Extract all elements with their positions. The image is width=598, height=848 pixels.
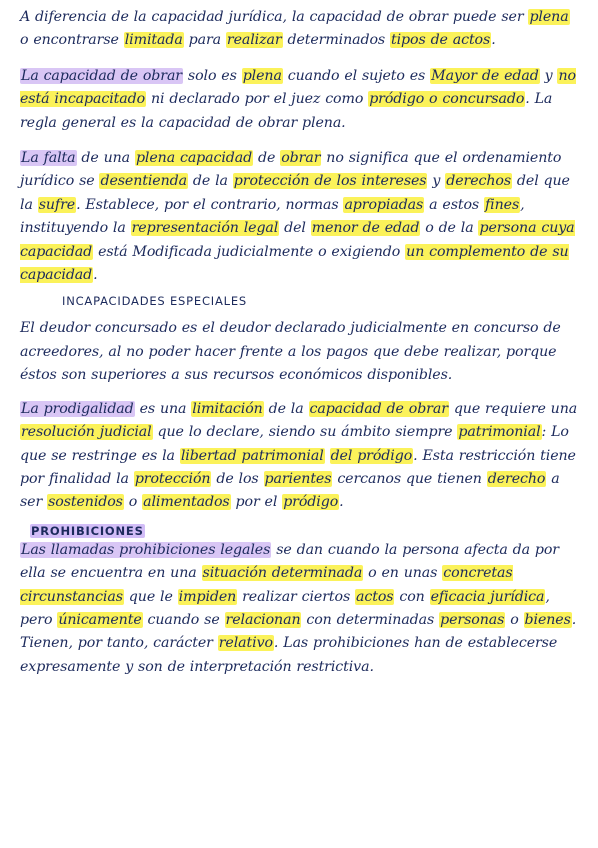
text-segment: o	[123, 494, 143, 511]
yellow-highlight: derechos	[446, 173, 511, 190]
text-segment: , instituyendo la	[20, 196, 525, 237]
text-segment: con determinadas	[301, 611, 440, 628]
text-segment: de la	[263, 400, 309, 417]
yellow-highlight: libertad patrimonial	[180, 447, 324, 464]
text-segment: del	[279, 220, 311, 237]
text-segment: de los	[211, 470, 264, 487]
text-segment: El deudor concursado es el deudor declarado judicialmente en concurso de acreedores, al no poder hacer frente a los pagos que debe realizar, porque éstos son superiores a sus recursos económicos disponibles.	[20, 320, 561, 384]
text-segment: y	[427, 173, 446, 190]
yellow-highlight: del pródigo	[330, 447, 413, 464]
text-segment: cercanos que tienen	[332, 470, 487, 487]
purple-highlight: La falta	[21, 150, 76, 167]
text-segment: de	[253, 150, 281, 167]
yellow-highlight: limitada	[124, 32, 183, 49]
text-segment: o en unas	[363, 565, 443, 582]
yellow-highlight: tipos de actos	[391, 32, 491, 49]
yellow-highlight: plena capacidad	[135, 150, 253, 167]
text-segment: está Modificada judicialmente o exigiendo	[93, 243, 406, 260]
yellow-highlight: resolución judicial	[21, 424, 152, 441]
text-segment: A diferencia de la capacidad jurídica, la capacidad de obrar puede ser	[20, 9, 529, 25]
yellow-highlight: obrar	[281, 150, 321, 167]
yellow-highlight: parientes	[264, 470, 332, 487]
yellow-highlight: situación determinada	[202, 565, 363, 582]
text-segment: de la	[187, 173, 233, 190]
yellow-highlight: capacidad de obrar	[309, 400, 448, 417]
text-segment: cuando se	[142, 611, 225, 628]
text-segment: . La regla general es la capacidad de obrar plena.	[20, 91, 553, 131]
text-segment: : Lo que se restringe es la	[20, 424, 569, 464]
paragraph-capacidad-plena	[20, 65, 580, 135]
paragraph-falta-capacidad	[20, 147, 580, 287]
purple-highlight: La prodigalidad	[21, 400, 134, 417]
yellow-highlight: sufre	[38, 196, 76, 213]
text-segment: o de la	[420, 220, 479, 237]
yellow-highlight: personas	[440, 611, 505, 628]
text-segment: a estos	[424, 196, 485, 213]
text-segment: .	[93, 267, 98, 284]
yellow-highlight: derecho	[487, 470, 546, 487]
text-segment: realizar ciertos	[237, 588, 356, 605]
heading-incapacidades-especiales	[20, 293, 580, 309]
purple-highlight: Las llamadas prohibiciones legales	[21, 541, 271, 558]
yellow-highlight: relacionan	[225, 611, 301, 628]
yellow-highlight: únicamente	[58, 611, 142, 628]
paragraph-capacidad-obrar-intro	[20, 6, 580, 53]
text-segment: solo es	[182, 67, 242, 84]
yellow-highlight: alimentados	[143, 494, 230, 511]
yellow-highlight: eficacia jurídica	[430, 588, 545, 605]
yellow-highlight: no está incapacitado	[20, 67, 576, 108]
yellow-highlight: relativo	[218, 635, 273, 652]
yellow-highlight: plena	[529, 9, 569, 25]
text-segment: se dan cuando la persona afecta da por ella se encuentra en una	[20, 541, 559, 582]
text-segment: . Las prohibiciones han de establecerse expresamente y son de interpretación restrictiva.	[20, 635, 558, 675]
yellow-highlight: pródigo	[283, 494, 339, 511]
text-segment: cuando el sujeto es	[282, 67, 431, 84]
yellow-highlight: bienes	[524, 611, 571, 628]
text-segment: .	[339, 494, 344, 511]
text-segment: que requiere una	[448, 400, 578, 417]
paragraph-prohibiciones-legales	[20, 539, 580, 679]
yellow-highlight: un complemento de su capacidad	[20, 243, 569, 284]
text-segment: , pero	[20, 588, 550, 628]
yellow-highlight: representación legal	[131, 220, 279, 237]
text-segment: con	[394, 588, 430, 605]
text-segment: por el	[230, 494, 283, 511]
yellow-highlight: sostenidos	[48, 494, 123, 511]
yellow-highlight: desentienda	[100, 173, 187, 190]
text-segment: que lo declare, siendo su ámbito siempre	[152, 424, 458, 441]
yellow-highlight: Mayor de edad	[431, 67, 539, 84]
text-segment: . Esta restricción tiene por finalidad la	[20, 447, 576, 487]
paragraph-prodigalidad	[20, 398, 580, 515]
text-segment: que le	[123, 588, 178, 605]
text-segment: a ser	[20, 470, 560, 511]
text-segment: . Establece, por el contrario, normas	[76, 196, 344, 213]
yellow-highlight: pródigo o concursado	[369, 91, 525, 108]
text-segment: no significa que el ordenamiento jurídico se	[20, 150, 562, 190]
yellow-highlight: menor de edad	[311, 220, 420, 237]
text-segment	[325, 448, 330, 464]
text-segment: . Tienen, por tanto, carácter	[20, 611, 577, 652]
yellow-highlight: protección	[134, 470, 211, 487]
purple-highlight: PROHIBICIONES	[31, 523, 144, 538]
text-segment: es una	[134, 400, 192, 417]
yellow-highlight: actos	[356, 588, 394, 605]
text-segment: o	[505, 611, 524, 628]
yellow-highlight: concretas circunstancias	[20, 565, 513, 605]
text-segment: del que la	[20, 173, 570, 213]
paragraph-deudor-concursado	[20, 317, 580, 387]
purple-highlight: La capacidad de obrar	[21, 67, 182, 84]
yellow-highlight: realizar	[226, 32, 282, 49]
text-segment: de una	[76, 150, 135, 167]
text-segment: determinados	[282, 32, 391, 49]
text-segment: ni declarado por el juez como	[146, 91, 369, 108]
yellow-highlight: impiden	[178, 588, 237, 605]
yellow-highlight: apropiadas	[344, 196, 424, 213]
yellow-highlight: patrimonial	[458, 424, 541, 441]
yellow-highlight: persona cuya capacidad	[20, 220, 575, 260]
yellow-highlight: protección de los intereses	[233, 173, 427, 190]
yellow-highlight: plena	[242, 67, 282, 84]
yellow-highlight: fines	[485, 196, 520, 213]
text-segment: y	[539, 67, 558, 84]
heading-prohibiciones	[20, 523, 580, 539]
text-segment: .	[491, 32, 496, 49]
text-segment: INCAPACIDADES ESPECIALES	[62, 294, 248, 309]
text-segment: o encontrarse	[20, 32, 124, 49]
yellow-highlight: limitación	[192, 400, 263, 417]
text-segment: para	[183, 32, 226, 49]
